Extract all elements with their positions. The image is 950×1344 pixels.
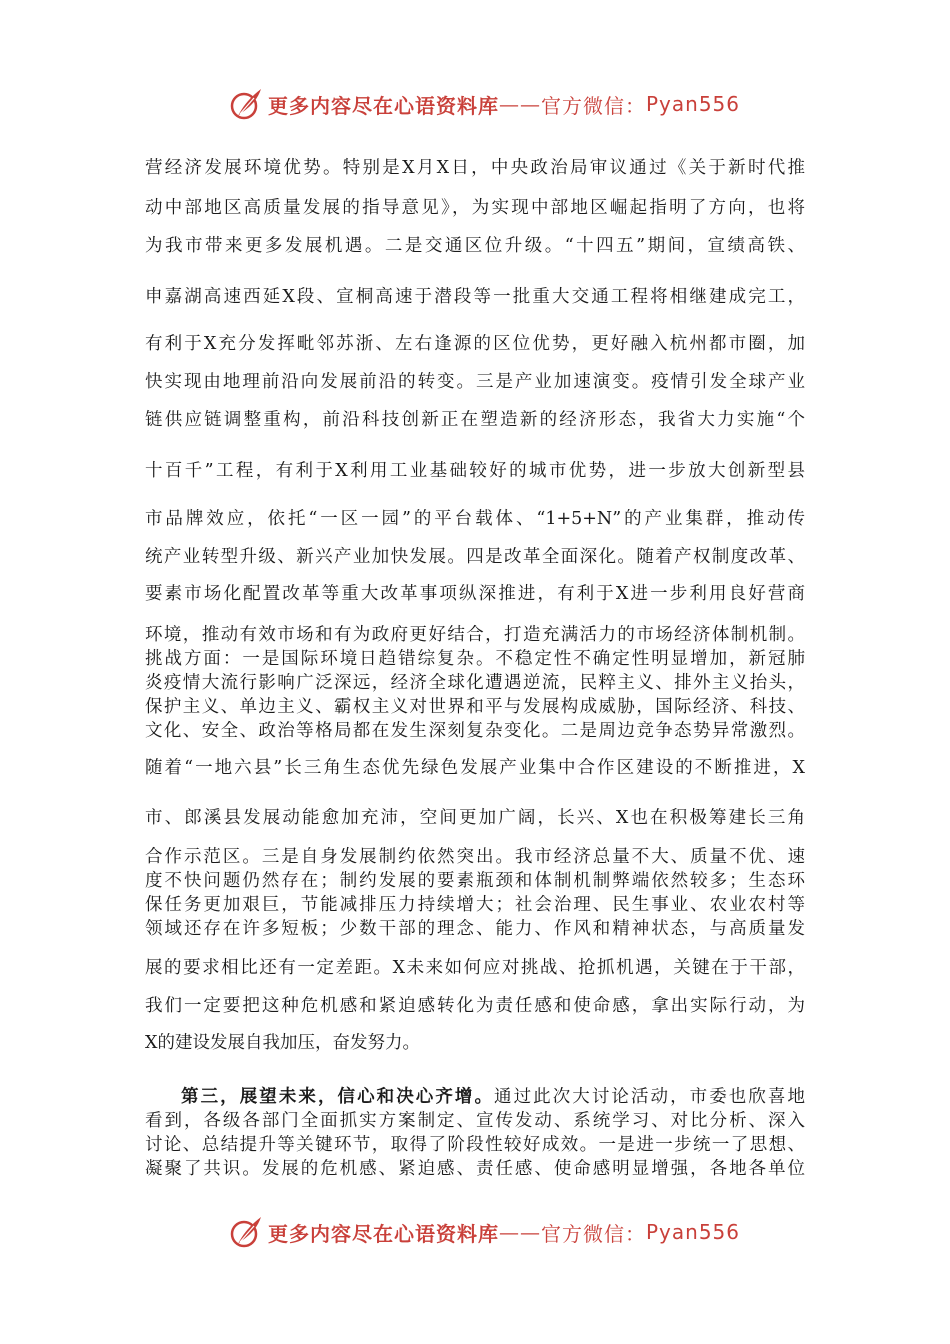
body-line: 环境，推动有效市场和有为政府更好结合，打造充满活力的市场经济体制机制。 (145, 625, 805, 645)
body-line: 统产业转型升级、新兴产业加快发展。四是改革全面深化。随着产权制度改革、 (145, 547, 805, 567)
quill-pen-circle-icon (228, 86, 264, 122)
header-watermark (228, 84, 740, 124)
body-line: 要素市场化配置改革等重大改革事项纵深推进，有利于X进一步利用良好营商 (145, 584, 805, 604)
watermark-main-text: 更多内容尽在心语资料库 (268, 1221, 499, 1246)
body-line: 市、郎溪县发展动能愈加充沛，空间更加广阔，长兴、X也在积极筹建长三角 (145, 808, 805, 828)
watermark-account: Pyan556 (646, 1220, 741, 1244)
footer-watermark (228, 1212, 740, 1252)
body-line: 炎疫情大流行影响广泛深远，经济全球化遭遇逆流，民粹主义、排外主义抬头， (145, 673, 805, 693)
section-heading: 第三，展望未来，信心和决心齐增。 (181, 1087, 495, 1107)
section-first-rest: 通过此次大讨论活动，市委也欣喜地 (494, 1087, 805, 1107)
watermark-dash: —— (499, 92, 541, 116)
quill-pen-circle-icon (228, 1214, 264, 1250)
body-line: 为我市带来更多发展机遇。二是交通区位升级。“十四五”期间，宣绩高铁、 (145, 236, 805, 256)
watermark-label: 官方微信： (541, 93, 646, 118)
body-line: 挑战方面：一是国际环境日趋错综复杂。不稳定性不确定性明显增加，新冠肺 (145, 649, 805, 669)
body-line: 快实现由地理前沿向发展前沿的转变。三是产业加速演变。疫情引发全球产业 (145, 372, 805, 392)
body-line: 保任务更加艰巨，节能减排压力持续增大；社会治理、民生事业、农业农村等 (145, 895, 805, 915)
body-line: 看到，各级各部门全面抓实方案制定、宣传发动、系统学习、对比分析、深入 (145, 1111, 805, 1131)
body-line: 十百千”工程，有利于X利用工业基础较好的城市优势，进一步放大创新型县 (145, 461, 805, 481)
body-line: 文化、安全、政治等格局都在发生深刻复杂变化。二是周边竞争态势异常激烈。 (145, 721, 805, 741)
body-line: 申嘉湖高速西延X段、宣桐高速于潜段等一批重大交通工程将相继建成完工， (145, 287, 805, 307)
body-line: 有利于X充分发挥毗邻苏浙、左右逢源的区位优势，更好融入杭州都市圈，加 (145, 334, 805, 354)
body-line: 动中部地区高质量发展的指导意见》，为实现中部地区崛起指明了方向，也将 (145, 198, 805, 218)
section-first-line (145, 1085, 805, 1109)
body-line: 度不快问题仍然存在；制约发展的要素瓶颈和体制机制弊端依然较多；生态环 (145, 871, 805, 891)
body-line: 随着“一地六县”长三角生态优先绿色发展产业集中合作区建设的不断推进，X (145, 758, 805, 778)
body-line: 讨论、总结提升等关键环节，取得了阶段性较好成效。一是进一步统一了思想、 (145, 1135, 805, 1155)
body-line: 合作示范区。三是自身发展制约依然突出。我市经济总量不大、质量不优、速 (145, 847, 805, 867)
body-line: X的建设发展自我加压，奋发努力。 (145, 1033, 420, 1053)
watermark-dash: —— (499, 1220, 541, 1244)
body-line: 展的要求相比还有一定差距。X未来如何应对挑战、抢抓机遇，关键在于干部， (145, 958, 805, 978)
body-line: 营经济发展环境优势。特别是X月X日，中央政治局审议通过《关于新时代推 (145, 158, 805, 178)
body-line: 领域还存在许多短板；少数干部的理念、能力、作风和精神状态，与高质量发 (145, 919, 805, 939)
body-line: 市品牌效应，依托“一区一园”的平台载体、“1+5+N”的产业集群，推动传 (145, 509, 805, 529)
body-line: 保护主义、单边主义、霸权主义对世界和平与发展构成威胁，国际经济、科技、 (145, 697, 805, 717)
watermark-account: Pyan556 (646, 92, 741, 116)
body-line: 链供应链调整重构，前沿科技创新正在塑造新的经济形态，我省大力实施“个 (145, 410, 805, 430)
watermark-label: 官方微信： (541, 1221, 646, 1246)
body-line: 我们一定要把这种危机感和紧迫感转化为责任感和使命感，拿出实际行动，为 (145, 996, 805, 1016)
watermark-main-text: 更多内容尽在心语资料库 (268, 93, 499, 118)
body-line: 凝聚了共识。发展的危机感、紧迫感、责任感、使命感明显增强，各地各单位 (145, 1159, 805, 1179)
